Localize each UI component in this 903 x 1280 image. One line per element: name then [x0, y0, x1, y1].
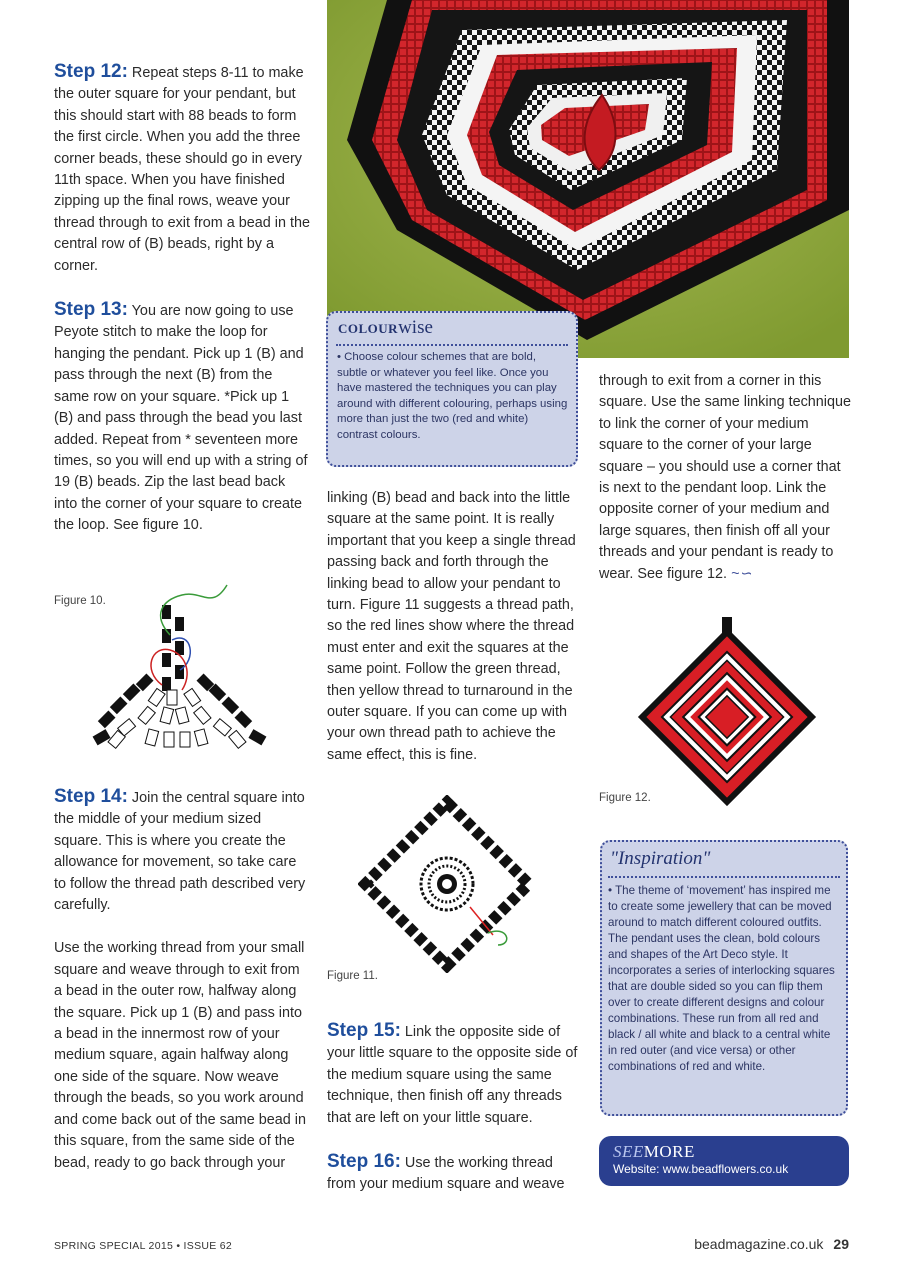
through-paragraph: [599, 371, 853, 585]
footer-issue: [54, 1240, 232, 1252]
see-more-more: MORE: [643, 1142, 695, 1161]
step-14: [54, 786, 310, 916]
middle-column-lower: [327, 1020, 583, 1196]
step-16-text: Use the working thread from your medium square and weave: [327, 1155, 565, 1193]
step-16: [327, 1151, 583, 1196]
colourwise-title: [328, 313, 576, 339]
colourwise-divider: [336, 344, 568, 346]
figure-10-label: Figure 10.: [54, 595, 106, 607]
see-more-box: [599, 1136, 849, 1186]
linking-paragraph: linking (B) bead and back into the little square at the same point. It is really important that you keep a single thread passing back and forth through the linking bead to allow your pendant to turn. Figure 11 suggests a thread path, so the red lines show where the thread must enter and exit the squares at the same point. Follow the green thread, then yellow thread to turnaround in the outer square. If you can come up with your own thread path to achieve the same effect, this is fine.: [327, 490, 576, 763]
step-14-text: Join the central square into the middle of your medium sized square. This is where you create the allowance for movement, so take care to follow the thread path described very carefully.: [54, 790, 306, 914]
see-more-website[interactable]: Website: www.beadflowers.co.uk: [613, 1162, 789, 1176]
colourwise-text: [328, 350, 576, 444]
page-number: 29: [833, 1236, 849, 1252]
footer-issue-number: ISSUE 62: [183, 1240, 233, 1252]
step-13-text: You are now going to use Peyote stitch to make the loop for hanging the pendant. Pick up 1 (B) and pass through the next (B) from the same row on your square. *Pick up 1 (B) and pass through the bead you last added. Repeat from * seventeen more times, so you will end up with a string of 19 (B) beads. Zip the last bead back into the corner of your square to create the loop. See figure 10.: [54, 303, 308, 534]
pendant-photo: [327, 0, 849, 358]
step-16-heading: Step 16:: [327, 1151, 401, 1173]
step-15: [327, 1020, 583, 1129]
right-column: [599, 371, 853, 585]
left-column: [54, 61, 310, 537]
step-14-heading: Step 14:: [54, 786, 128, 807]
figure-10-loop-beads: [162, 605, 184, 691]
step-13-heading: Step 13:: [54, 299, 128, 321]
figure-11-inner-rosette: [421, 858, 473, 910]
footer-issue-title: SPRING SPECIAL 2015: [54, 1240, 174, 1252]
working-thread-paragraph: Use the working thread from your small square and weave through to exit from a bead in the outer row, halfway along the square. Pick up 1 (B) and pass into a bead in the innermost row of your medium square, again halfway along one side of the square. Now weave through the beads, so you work around and come back out of the same bead in this square, from the same side of the bead, ready to go back through your: [54, 940, 306, 1171]
figure-12-label: Figure 12.: [599, 792, 651, 804]
inspiration-body: The theme of ‘movement’ has inspired me to create some jewellery that can be moved around to match different coloured outfits. The pendant uses the clean, bold colours and shapes of the Art Deco style. It incorporates a series of interlocking squares that are double sided so you can flip them over to create different designs and colour combinations. These run from all red and black / all white and black to a central white in red outer (and vice versa) or other combinations of red and white.: [608, 884, 835, 1073]
inspiration-bullet: •: [608, 884, 613, 897]
footer-site[interactable]: beadmagazine.co.uk: [694, 1236, 824, 1252]
figure-12: [634, 617, 824, 809]
figure-10-triangle-beads: [93, 674, 267, 749]
inspiration-box: [600, 840, 848, 1116]
step-13: [54, 299, 310, 536]
see-more-see: SEE: [613, 1142, 644, 1161]
inspiration-title: "Inspiration": [610, 848, 711, 869]
footer-right: [694, 1236, 849, 1252]
colourwise-title-part2: wise: [398, 317, 433, 338]
step-15-text: Link the opposite side of your little square to the opposite side of the medium square using the same technique, then finish off any threads that are left on your little square.: [327, 1024, 578, 1126]
step-12-heading: Step 12:: [54, 61, 128, 82]
left-column-lower: [54, 786, 310, 1174]
see-more-title: [613, 1142, 835, 1162]
inspiration-text: [602, 883, 846, 1075]
end-swirl-icon: ~∽: [731, 565, 752, 582]
middle-column: [327, 488, 579, 766]
inspiration-divider: [608, 876, 840, 878]
colourwise-box: [326, 311, 578, 467]
step-15-heading: Step 15:: [327, 1020, 401, 1041]
colourwise-title-part1: COLOUR: [338, 321, 399, 336]
figure-11: [358, 795, 536, 973]
colourwise-body: Choose colour schemes that are bold, subtle or whatever you feel like. Once you have mastered the techniques you can play around with different colouring, perhaps using more than just the two (red and white) contrast colours.: [337, 351, 568, 441]
figure-11-label: Figure 11.: [327, 970, 378, 982]
through-paragraph-text: through to exit from a corner in this square. Use the same linking technique to link the corner of your medium square to the corner of your large square – you should use a corner that is next to the pendant loop. Link the opposite corner of your medium and large squares, then finish off all your threads and your pendant is ready to wear. See figure 12.: [599, 373, 851, 582]
figure-10: [92, 580, 277, 755]
footer-dot: •: [176, 1240, 181, 1252]
colourwise-bullet: •: [337, 351, 341, 363]
step-12-text: Repeat steps 8-11 to make the outer square for your pendant, but this should start with 88 beads to form the first circle. When you add the three corner beads, these should go in every 11th space. When you have finished zipping up the final rows, weave your thread through to exit from a bead in the central row of (B) beads, right by a corner.: [54, 65, 310, 274]
step-12: [54, 61, 310, 277]
